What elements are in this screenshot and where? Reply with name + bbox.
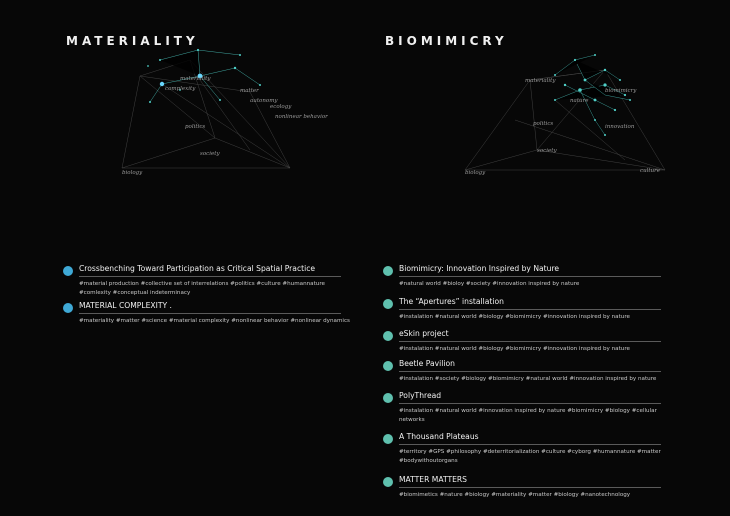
svg-text:biomimicry: biomimicry	[605, 88, 637, 94]
bullet-dot-icon	[383, 393, 393, 403]
svg-text:nature: nature	[570, 98, 589, 104]
project-title[interactable]: Beetle Pavilion	[399, 359, 661, 372]
svg-text:biology: biology	[122, 170, 143, 176]
project-tags: #material production #collective set of interrelations #politics #culture #humannature #comlexity #conceptual indeterminacy	[79, 281, 325, 296]
project-title[interactable]: MATTER MATTERS	[399, 475, 661, 488]
project-title[interactable]: Biomimicry: Innovation Inspired by Nature	[399, 264, 661, 277]
bullet-dot-icon	[383, 331, 393, 341]
list-item[interactable]	[383, 329, 671, 354]
project-title[interactable]: PolyThread	[399, 391, 661, 404]
svg-text:politics: politics	[185, 124, 206, 130]
project-list	[63, 264, 351, 326]
biomimicry-panel	[365, 0, 730, 516]
project-title[interactable]: eSkin project	[399, 329, 661, 342]
list-item[interactable]	[63, 264, 351, 297]
project-tags: #territory #GPS #philosophy #deterritorialization #culture #cyborg #humannature #matter #bodywithoutorgans	[399, 449, 661, 464]
project-tags: #instalation #natural world #biology #biomimicry #innovation inspired by nature	[399, 313, 630, 320]
project-tags: #instalation #natural world #innovation inspired by nature #biomimicry #biology #cellular networks	[399, 408, 657, 423]
svg-text:ecology: ecology	[270, 104, 292, 110]
svg-text:matter: matter	[240, 88, 259, 94]
graph-labels	[465, 78, 661, 176]
list-item[interactable]	[383, 359, 671, 384]
project-title[interactable]: MATERIAL COMPLEXITY .	[79, 301, 341, 314]
list-item[interactable]	[383, 475, 671, 500]
project-list	[383, 264, 671, 500]
materiality-network-graph	[100, 40, 340, 180]
list-item[interactable]	[383, 432, 671, 465]
project-title[interactable]: Crossbenching Toward Participation as Critical Spatial Practice	[79, 264, 341, 277]
bullet-dot-icon	[63, 303, 73, 313]
project-tags: #instalation #natural world #biology #biomimicry #innovation inspired by nature	[399, 346, 630, 352]
graph-highlight-edges	[555, 55, 630, 135]
project-tags: #instalation #society #biology #biomimicry #natural world #innovation inspired by nature	[399, 375, 657, 382]
svg-text:materiality: materiality	[525, 78, 556, 84]
biomimicry-network-graph	[455, 40, 695, 180]
bullet-dot-icon	[383, 434, 393, 444]
project-title[interactable]: The “Apertures” installation	[399, 297, 661, 310]
list-item[interactable]	[383, 264, 671, 289]
panel-title: BIOMIMICRY	[385, 34, 508, 48]
bullet-dot-icon	[383, 266, 393, 276]
svg-text:complexity: complexity	[165, 86, 196, 92]
bullet-dot-icon	[383, 361, 393, 371]
bullet-dot-icon	[383, 477, 393, 487]
project-tags: #materiality #matter #science #material complexity #nonlinear behavior #nonlinear dynamics	[79, 318, 350, 324]
svg-text:nonlinear behavior: nonlinear behavior	[275, 114, 328, 120]
project-title[interactable]: A Thousand Plateaus	[399, 432, 661, 445]
bullet-dot-icon	[63, 266, 73, 276]
svg-text:society: society	[200, 151, 220, 157]
list-item[interactable]	[383, 297, 671, 322]
svg-text:innovation: innovation	[605, 124, 635, 130]
svg-text:society: society	[537, 148, 557, 154]
svg-text:politics: politics	[533, 121, 554, 127]
list-item[interactable]	[383, 391, 671, 424]
project-tags: #natural world #bioloy #society #innovation inspired by nature	[399, 281, 580, 287]
project-tags: #biomimetics #nature #biology #materiality #matter #biology #nanotechnology	[399, 492, 631, 498]
panel-title: MATERIALITY	[66, 34, 199, 48]
svg-text:materiality: materiality	[180, 76, 211, 82]
graph-labels	[122, 76, 328, 176]
bullet-dot-icon	[383, 299, 393, 309]
svg-text:culture: culture	[640, 168, 661, 174]
svg-text:autonomy: autonomy	[250, 98, 278, 104]
list-item[interactable]	[63, 301, 351, 326]
svg-text:biology: biology	[465, 170, 486, 176]
